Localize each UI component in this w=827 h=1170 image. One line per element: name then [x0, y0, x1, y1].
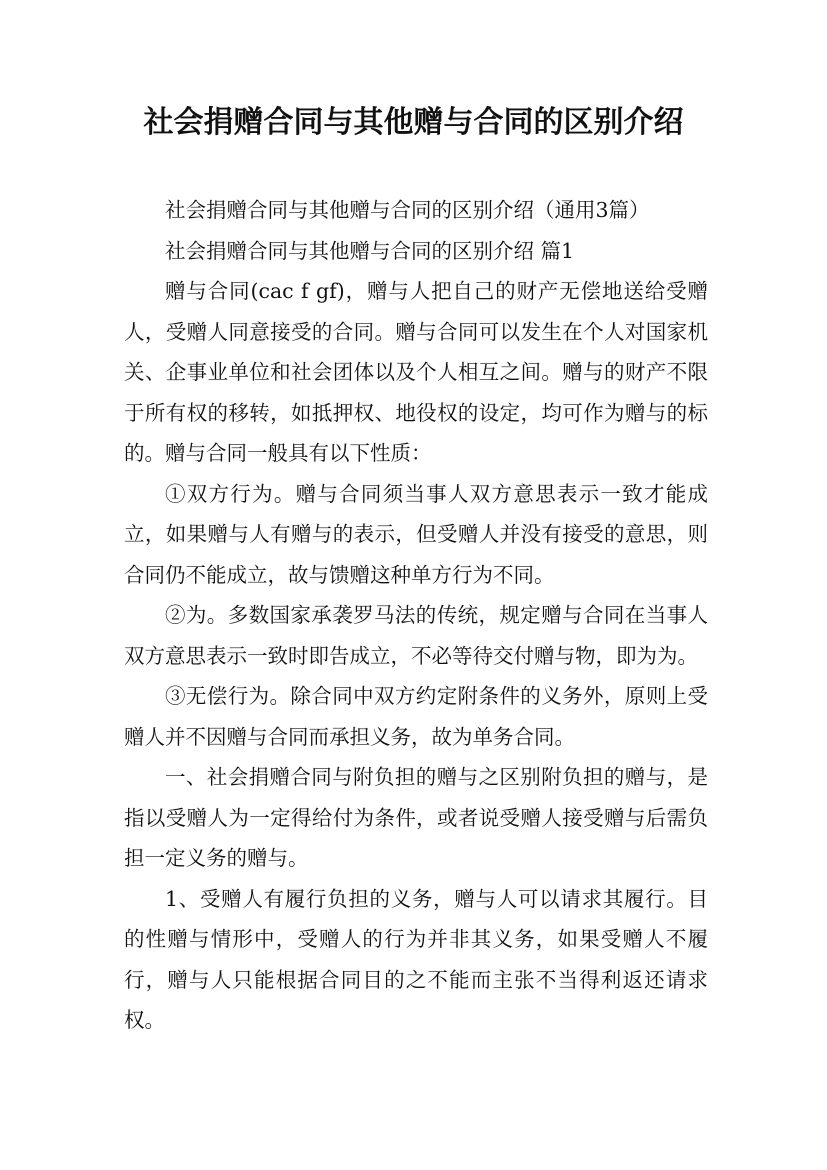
- paragraph: ③无偿行为。除合同中双方约定附条件的义务外，原则上受赠人并不因赠与合同而承担义务，故为单务合同。: [124, 684, 708, 749]
- document-body: [124, 190, 708, 1041]
- paragraph: 1、受赠人有履行负担的义务，赠与人可以请求其履行。目的性赠与情形中，受赠人的行为并非其义务，如果受赠人不履行，赠与人只能根据合同目的之不能而主张不当得利返还请求权。: [124, 886, 708, 1032]
- paragraph: ①双方行为。赠与合同须当事人双方意思表示一致才能成立，如果赠与人有赠与的表示，但受赠人并没有接受的意思，则合同仍不能成立，故与馈赠这种单方行为不同。: [124, 481, 708, 587]
- paragraph: ②为。多数国家承袭罗马法的传统，规定赠与合同在当事人双方意思表示一致时即告成立，不必等待交付赠与物，即为为。: [124, 603, 708, 668]
- paragraph-subtitle: 社会捐赠合同与其他赠与合同的区别介绍（通用3篇）: [165, 198, 650, 222]
- document-title: 社会捐赠合同与其他赠与合同的区别介绍: [143, 105, 684, 140]
- paragraph: 赠与合同(cac f gf)，赠与人把自己的财产无偿地送给受赠人，受赠人同意接受的合同。赠与合同可以发生在个人对国家机关、企事业单位和社会团体以及个人相互之间。赠与的财产不限于所有权的移转，如抵押权、地役权的设定，均可作为赠与的标的。赠与合同一般具有以下性质：: [124, 279, 708, 465]
- paragraph-section-heading: 社会捐赠合同与其他赠与合同的区别介绍 篇1: [165, 238, 575, 263]
- paragraph: 一、社会捐赠合同与附负担的赠与之区别附负担的赠与，是指以受赠人为一定得给付为条件，或者说受赠人接受赠与后需负担一定义务的赠与。: [124, 765, 708, 870]
